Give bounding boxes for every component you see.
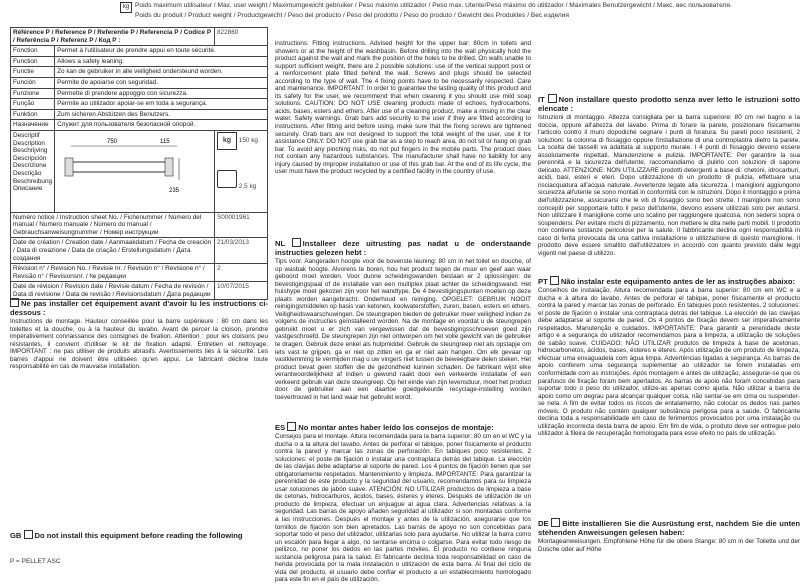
book-icon — [548, 94, 557, 103]
function-lang: Función — [11, 77, 55, 88]
desc-label: Beschreibung — [13, 177, 53, 185]
desc-label: Descrição — [13, 169, 42, 177]
function-lang: Funktion — [11, 109, 55, 120]
pt-body: Conselhos de instalação. Altura recomendada para a barra superior: 80 cm em WC e a ducha e à altura do lavabo. Antes de perforar el tabique, poner físicamente el producto contra la pared y marcar las zonas de perforado. En tabiques poco resistentes, 2 soluciones: el poste de fijación o instalar una contraplaca detrás del tabique. La elección de las clavijas debe adaptarse al soporte de pared. Os 4 pontos de fixação devem ser imperativamente respeitados. Manutenção e cuidados. IMPORTANTE: Para garantir a perenidade deste artigo e a segurança do utilizador recomendamos para a limpeza, a utilização de soluções de sabão suave. CUIDADO: NÃO UTILIZAR produtos de limpeza à base de acetonas, hidrocarbonetos, ácidos, bases, ésteres e éteres. Após utilização de um produto de limpeza, efectuar uma enxaguadela com água limpa. Advertências ligadas à segurança. As barras de apoio conferem uma segurança suplementar ao utilizador se forem instaladas em conformidade com as instruções. Após montagem e antes de utilização, assegurar-se que os parafusos de fixação foram bem apertados. As barras de apoio não foram concebidas para suportar todo o peso do utilizador, utilize-as apenas como ajuda. Não utilizar a barra de apoio como um degrau para alcançar qualquer coisa, não sentar-se em cima ou suspender-se nela. A fim de evitar todos os riscos de entalamento, não colocar os dedos nas partes móveis. O produto não contém qualquer substância perigosa para a saúde. O fabricante declina toda a responsabilidade em caso de ferimentos provocados por uma instalação ou utilização incorrecta desta barra de apoio. Em fim de vida, o produto deve ser entregue pelo utilizador à fileira de recuperação homologada para esse efeito no país de utilização. — [538, 287, 800, 438]
footer: P = PELLET ASC — [10, 558, 61, 565]
section-pt — [538, 274, 800, 512]
it-body: Istruzioni di montaggio. Altezza consigliata per la barra superiore: 80 cm nel bagno e la doccia, oppure all'altezza del lavabo. Prima di forare la parete, posizionare fisicamente l'articolo contro il muro dopodiché segnare i punti di foratura. Su pareti poco resistenti, 2 soluzioni: la colonna di fissaggio oppure l'installazione di una controplastra dietro la parete. La scelta dei tasselli va adattata al supporto murale. I 4 punti di fissaggio devono essere assolutamente rispettati. Manutenzione e pulizia. IMPORTANTE: Per garantire la sua perennità e la sicurezza dell'utente, raccomandiamo di pulirlo con soluzioni di sapone delicato. ATTENZIONE: NON UTILIZZARE prodotti detergenti a base di: chetoni, idrocarburi, acidi, basi, esteri e eteri. Dopo utilizzazione di un prodotto di pulizia, effettuare una risciacquatura all'acqua naturale. Avvertenze legate alla sicurezza. I maniglioni aggiungono sicurezza all'utente se sono montati in conformità con le istruzioni. Dopo il montaggio e prima dell'utilizzazione, assicurarsi che le viti di fissaggio sono ben strette. I maniglioni non sono concepiti per sopportare tutto il peso dell'utente, devono essere utilizzati solo per aiutarsi. Non utilizzare il maniglione come uno scalino per raggiungere qualcosa, non sedersi sopra o sospendersi. Per evitare rischi di pizzamento, non mettere le dita nelle parti mobili. Il prodotto non contiene sostanze pericolose per la salute. Il fabbricante declina ogni responsabilità in caso di ferita provocata da una cattiva installazione o utilizzazione di questo maniglione. Il prodotto deve essere smaltito dall'utilizzatore in accordo con quanto previsto dalle leggi vigenti nel paese di utilizzo. — [538, 114, 800, 257]
reference-label: Référence P / Reference P / Referentie P / Referencia P / Codice P / Referência P / Referenz P / Код Р : — [11, 28, 215, 46]
book-icon — [550, 276, 559, 285]
max-user-weight-value: 150 kg — [238, 136, 258, 144]
nl-title: NL Installeer deze uitrusting pas nadat u de onderstaande instructies gelezen hebt : — [275, 239, 531, 257]
book-icon — [287, 422, 296, 431]
nl-title-text: Installeer deze uitrusting pas nadat u de onderstaande instructies gelezen hebt : — [275, 239, 531, 257]
book-icon — [24, 530, 33, 539]
notice-label: Numéro notice / Instruction sheet No. / Fichenummer / Número del manual / Numero manuale / Número do manual / Gebrauchsanweisungnummer / Номер инструкции — [11, 212, 215, 238]
es-body: Consejos para el montaje. Altura recomendada para la barra superior: 80 cm en el WC y la ducha o a la altura del lavabo. Antes de perforar el tabique, poner físicamente el producto contra la pared y marcar las zonas de perforación. En tabiques poco resistentes, 2 soluciones: el poste de fijación o instalar una contraplaca detrás del tabique. La elección de las clavijas debe adaptarse al soporte de pared. Los 4 puntos de fijación tienen que ser obligatoriamente respetados. Mantenimiento y limpieza. IMPORTANTE: Para garantizar la perennidad de este producto y la seguridad del usuario, recomendamos para su limpieza usar soluciones de jabón suave. ATENCIÓN: NO UTILIZAR productos de limpieza a base de cetonas, hidrocarburos, ácidos, bases, ésteres y éteres. Después de utilización de un producto de limpieza, efectuar un enjuague al agua clara. Advertencias relativas a la seguridad. Las barras de apoyo añaden seguridad al utilizador si son montadas conforme a las instrucciones. Después el montaje y antes de la utilización, asegurarse que los tornillos de fijación son bien apretados. Las barras de apoyo no son concebidas para soportar todo el peso del utilizador, utilizarlas solo para ayudarse. No utilizar la barra como un escalón para llegar a algo, no sentarse encima o colgarse. Para evitar todo riesgo de pellizco, no poner los dedos en las partes móviles. El producto no contiene ninguna sustancia peligrosa para la salud. El fabricante declina toda responsabilidad en caso de herida provocada por la mala instalación o utilización de esta barra. Al final del ciclo de vida del producto, el usuario debe confiar el producto a un establecimiento homologado para este fin en el país de utilización. — [275, 433, 531, 584]
de-title-text: Bitte installieren Sie die Ausrüstung erst, nachdem Sie die unten stehenden Anweisungen gelesen haben: — [538, 519, 800, 537]
es-title: ES No montar antes haber leído los consejos de montaje: — [275, 423, 494, 432]
de-title: DE Bitte installieren Sie die Ausrüstung erst, nachdem Sie die unten stehenden Anweisungen gelesen haben: — [538, 519, 800, 537]
function-text: Permette di prendere appoggio con sicurezza. — [55, 88, 268, 99]
function-lang: Function — [11, 56, 55, 67]
notice-value: S00001961 — [215, 212, 268, 238]
gb-body: instructions: Fitting instructions. Advised height for the upper bar: 80cm in toilets and showers or at the height of the washbasin. Before drilling into the wall physically hold the product against the wall and mark the position of the holes to be drilled. On walls unable to support sufficient weight, there are 2 possible solutions: use of the vertical support post or a reinforcement plate fitted behind the wall. Screws and plugs should be selected according to the type of wall. The 4 fixing points have to be necessarily respected. Care and maintenance. IMPORTANT: In order to guarantee the lasting quality of this product and its safety for the user, we recommend that when cleaning it you should use mild soap solutions. CAUTION: DO NOT USE cleaning products made of echoes, hydrocarbons, acids, bases, esters and ethers. After use of a cleaning product, make a rinsing in the clear water. Safety warnings. Grab bars add security to the user if they are fitted according to instructions. After fitting and before using, make sure that the fixing screws are tightened securely. Grab bars are not designed to support the total weight of the user, use it for assistance ONLY. DO NOT use grab bar as a step to reach area, do not sit or hang on grab bar. To avoid any pinching risks, do not put fingers in the mobile parts. The product does not contain any hazardous substances. The manufacturer shall have no liability for any injury caused by improper installation or use of this grab bar. At the end of its life cycle, the user must have the product recycled by a certified facility in the country of use. — [275, 40, 531, 176]
revision-label: Révision n° / Revision No. / Revisie nr. / Revisión n° / Revisione n° / Revisão n° / Revisionsnr. / № редакции — [11, 264, 215, 282]
it-title: IT Non installare questo prodotto senza aver letto le istruzioni sotto elencate : — [538, 95, 801, 113]
section-de — [538, 516, 800, 554]
function-lang: Fonction — [11, 46, 55, 57]
book-icon — [10, 298, 19, 307]
function-text: Служит для пользователя безопасной опорой. — [55, 120, 268, 131]
book-icon — [292, 238, 301, 247]
fr-title-text: Ne pas installer cet équipement avant d'avoir lu les instructions ci-dessous : — [10, 299, 268, 317]
revision-value: 2 — [215, 264, 268, 282]
function-text: Zum sicheren Abstützen des Benutzers. — [55, 109, 268, 120]
product-drawing — [55, 130, 215, 212]
function-text: Zo kan de gebruiker in alle veiligheid ondersteund worden. — [55, 67, 268, 78]
de-body: Montageanweisungen. Empfohlene Höhe für die obere Stange: 80 cm in der Toilette und der Dusche oder auf Höhe — [538, 538, 800, 553]
dim-depth: 115 — [160, 138, 170, 145]
product-weight — [217, 170, 265, 191]
desc-label: Description — [13, 139, 45, 147]
weights — [215, 130, 268, 212]
desc-label: Descriptif — [13, 131, 40, 139]
gb-title-text: Do not install this equipment before reading the following — [34, 531, 243, 540]
desc-label: Beschrijving — [13, 147, 48, 155]
weight-icon: kg — [120, 2, 132, 13]
header-line-1: Poids maximum utilisateur / Max. user weight / Maximumgewicht gebruiker / Peso máximo utilizador / Peso max. Utente/Peso máximo do utilizador / Maximales Benutzergewicht / Макс. вес пользователя. — [135, 2, 732, 9]
product-weight-value: 2,5 kg — [238, 182, 257, 190]
function-lang: Functie — [11, 67, 55, 78]
function-lang: Назначение — [11, 120, 55, 131]
function-lang: Funzione — [11, 88, 55, 99]
section-it — [538, 28, 800, 268]
fr-body: Instructions de montage. Hauteur conseillée pour la barre supérieure : 80 cm dans les toilettes et la douche, ou à la hauteur du lavabo. Avant de percer la cloison, prendre impérativement connaissance des consignes de fixation. Attention : pour les cloisons peu résistantes, il convient d'utiliser le kit de fixation adapté. Entretien et nettoyage. IMPORTANT : ne pas utiliser de produits abrasifs. Avertissements liés à la sécurité. Les barres d'appui ne doivent être utilisées qu'en appui. Le fabricant décline toute responsabilité en cas de mauvaise installation. — [10, 318, 268, 371]
desc-label: Описание — [13, 185, 43, 193]
function-lang: Função — [11, 99, 55, 110]
pt-title: PT Não instalar este equipamento antes de ler as instruções abaixo: — [538, 277, 796, 286]
desc-label: Descripción — [13, 154, 47, 162]
function-text: Allows a safety leaning. — [55, 56, 268, 67]
section-nl — [275, 236, 531, 416]
book-icon — [551, 518, 560, 527]
scale-icon — [217, 170, 237, 188]
es-title-text: No montar antes haber leído los consejos de montaje: — [298, 423, 494, 432]
user-weight-icon: kg — [217, 132, 237, 150]
max-user-weight — [217, 132, 265, 170]
revdate-value: 10/07/2015 — [215, 282, 268, 300]
it-title-text: Non installare questo prodotto senza aver letto le istruzioni sotto elencate : — [538, 95, 801, 113]
function-text: Permite de apoiarse con seguridad. — [55, 77, 268, 88]
header-line-2: Poids du produit / Product weight / Productgewicht / Peso del producto / Peso del prodotto / Peso do produto / Gewicht des Produktes / Вес изделия — [135, 12, 570, 19]
function-text: Permet à l'utilisateur de prendre appui en toute sécurité. — [55, 46, 268, 57]
section-fr — [10, 296, 268, 528]
dim-height: 235 — [169, 187, 180, 194]
nl-body: Tips voor. Aangeraden hoogte voor de bovenste leuning: 80 cm in het toilet en douche, of op wasbak hoogte. Alvorens te boren, hou het product tegen de muur en geef aan waar geboord moet worden. Voor dunne scheidingswanden bestaan er 2 oplossingen: de bevestigingspaal of de installatie van een multiplex plaat achter de scheidingswand. Het huishype moet gekozen zijn voor het wandtype. De 4 bevestigingspunten moeten op deze plaats worden aangebracht. Onderhoud en reiniging. OPGELET: GEBRUIK NOOIT reinigingsmiddelen op basis van ketonen, koolwaterstoffen, zuren, basen, esters en ethers. Veiligheidswaarschuwingen. De steungrepen bieden de gebruiker meer veiligheid indien ze volgens de instructies geïnstalleerd worden. Na de montage en voordat u de steungrepen gebruikt moet u er zich van vergewissen dat de bevestigingsschroeven goed zijn vastgeschroefd. De steungrepen zijn niet ontworpen om het volle gewicht van de gebruiker te dragen. Gebruik deze enkel als hulpmiddel. Gebruik de steungreep niet als opstapje om iets vast te grijpen, ga er niet op zitten en ga er niet aan hangen. Om elk gevaar op vastklemming te vermijden mag u uw vingers niet tussen de beweegbare delen steken. Het product bevat geen stoffen die de gezondheid kunnen schaden. De fabrikant wijst elke verantwoordelijkheid af indien u gewond raakt door een verkeerde installatie of een verkeerd gebruik van deze steungreep. Op het einde van zijn levensduur, moet het product door de gebruiker aan een daartoe goedgekeurde recyclage-instelling worden toevertrouwd in het land waar het gebruikt wordt. — [275, 258, 531, 401]
section-es — [275, 420, 531, 584]
pt-title-text: Não instalar este equipamento antes de ler as instruções abaixo: — [560, 277, 796, 286]
grab-bar-drawing — [57, 132, 187, 208]
header — [0, 0, 808, 26]
fr-title — [10, 298, 268, 317]
gb-title: GB Do not install this equipment before reading the following — [10, 531, 243, 540]
description-labels — [11, 130, 55, 212]
dim-length: 750 — [107, 138, 118, 145]
section-gb-body — [275, 40, 531, 228]
section-gb-title — [10, 528, 268, 548]
revdate-label: Date de révision / Revision date / Revisie datum / Fecha de revisión / Data di revisione / Data de revisão / Revisionsdatum / Дата редакции — [11, 282, 215, 300]
reference-value: 822860 — [215, 28, 268, 46]
date-label: Date de création / Creation date / Aanmaakdatum / Fecha de creación / Data di creazione / Data de criação / Erstellungsdatum / Дата создания — [11, 238, 215, 264]
function-text: Permite ao utilizador apoiar-se em toda a segurança. — [55, 99, 268, 110]
desc-label: Descrizione — [13, 162, 47, 170]
date-value: 21/03/2013 — [215, 238, 268, 264]
